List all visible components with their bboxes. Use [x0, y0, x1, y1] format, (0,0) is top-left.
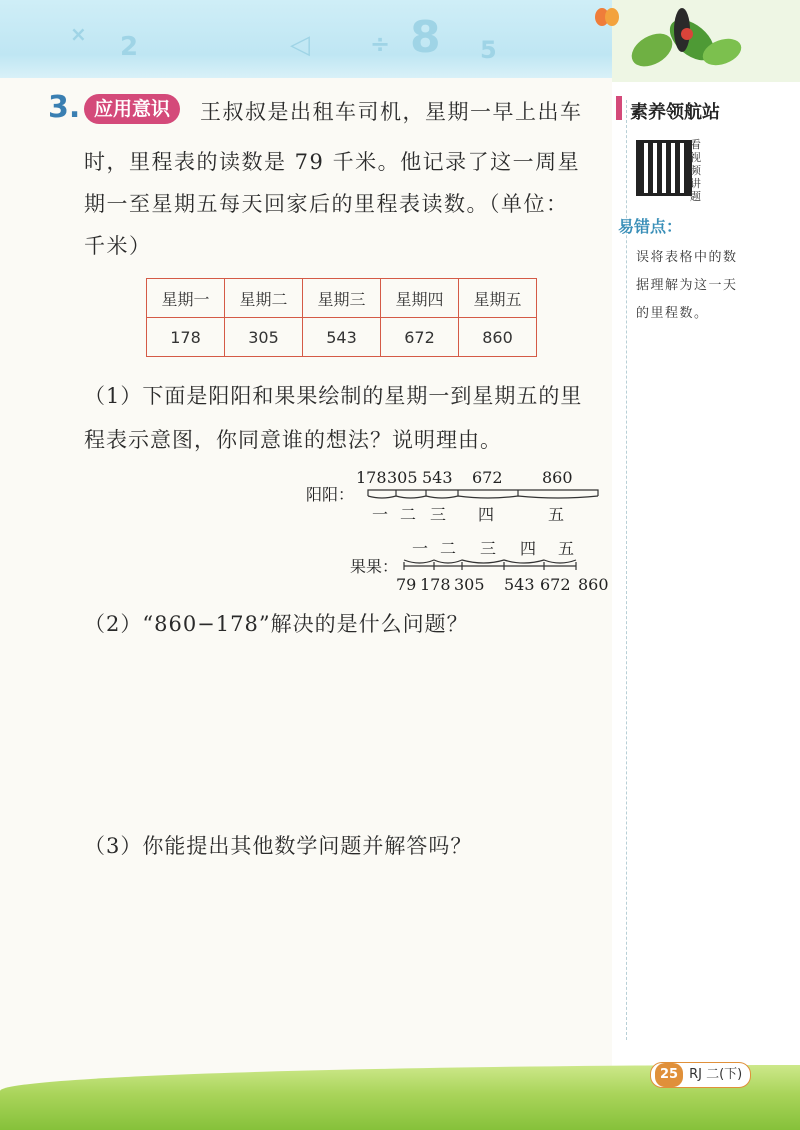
- sidebar-title: 素养领航站: [630, 102, 720, 123]
- table-header-cell: 星期四: [381, 279, 459, 318]
- guoguo-bottom-label: 79: [396, 575, 417, 594]
- table-header-cell: 星期一: [147, 279, 225, 318]
- problem-text-line-4: 千米）: [84, 234, 152, 258]
- yangyang-top-label: 178: [356, 468, 387, 487]
- page-footer-badge: [650, 1062, 751, 1088]
- page-number: 25: [655, 1063, 683, 1087]
- yangyang-name: 阳阳：: [306, 485, 355, 504]
- guoguo-bottom-label: 543: [504, 575, 535, 594]
- side-title-bar: [616, 96, 622, 120]
- yangyang-top-label: 672: [472, 468, 503, 487]
- yangyang-top-label: 860: [542, 468, 573, 487]
- guoguo-day-label: 四: [520, 539, 537, 558]
- guoguo-bottom-label: 672: [540, 575, 571, 594]
- table-header-cell: 星期三: [303, 279, 381, 318]
- yangyang-brace: [368, 496, 598, 498]
- decor-digit-icon: 2: [120, 32, 139, 62]
- decor-divide-icon: ÷: [370, 30, 391, 58]
- qr-code-icon[interactable]: [636, 140, 692, 196]
- table-header-cell: 星期五: [459, 279, 537, 318]
- error-point-line: 的里程数。: [636, 306, 709, 321]
- error-point-line: 据理解为这一天: [636, 278, 738, 293]
- edition-label: RJ 二(下): [689, 1067, 743, 1082]
- yangyang-day-label: 一: [372, 505, 389, 524]
- error-point-line: 误将表格中的数: [636, 250, 738, 265]
- yangyang-day-label: 五: [548, 505, 565, 524]
- table-value-cell: 305: [225, 318, 303, 357]
- problem-text-line-1: 王叔叔是出租车司机，星期一早上出车: [200, 100, 583, 124]
- qr-label: 看视频讲题: [690, 138, 701, 203]
- problem-text-line-3: 期一至星期五每天回家后的里程表读数。（单位：: [84, 192, 569, 216]
- guoguo-day-label: 二: [440, 539, 457, 558]
- guoguo-day-label: 三: [480, 539, 497, 558]
- yangyang-day-label: 二: [400, 505, 417, 524]
- table-header-cell: 星期二: [225, 279, 303, 318]
- skill-badge: 应用意识: [84, 94, 180, 124]
- decor-five-icon: 5: [480, 36, 497, 64]
- yangyang-segment-bar: [368, 490, 598, 496]
- guoguo-name: 果果：: [350, 557, 399, 576]
- question-2: （2）“860−178”解决的是什么问题？: [84, 612, 469, 636]
- guoguo-day-label: 五: [558, 539, 575, 558]
- question-1-line-2: 程表示意图，你同意谁的想法？说明理由。: [84, 428, 502, 452]
- yangyang-top-label: 543: [422, 468, 453, 487]
- table-value-cell: 672: [381, 318, 459, 357]
- decor-eight-icon: 8: [410, 12, 441, 63]
- yangyang-top-label: 305: [387, 468, 418, 487]
- guoguo-bottom-label: 305: [454, 575, 485, 594]
- problem-text-line-2: 时，里程表的读数是 79 千米。他记录了这一周星: [84, 150, 581, 174]
- table-value-cell: 178: [147, 318, 225, 357]
- problem-number: 3.: [48, 90, 81, 125]
- table-value-cell: 860: [459, 318, 537, 357]
- guoguo-brace: [404, 560, 576, 563]
- decor-plus-icon: ×: [70, 22, 87, 46]
- question-1-line-1: （1）下面是阳阳和果果绘制的星期一到星期五的里: [84, 384, 583, 408]
- guoguo-day-label: 一: [412, 539, 429, 558]
- guoguo-bottom-label: 178: [420, 575, 451, 594]
- error-point-title: 易错点：: [618, 217, 683, 236]
- decor-triangle-icon: ◁: [290, 30, 310, 60]
- yangyang-day-label: 四: [478, 505, 495, 524]
- table-value-cell: 543: [303, 318, 381, 357]
- guoguo-bottom-label: 860: [578, 575, 609, 594]
- question-3: （3）你能提出其他数学问题并解答吗？: [84, 834, 473, 858]
- yangyang-day-label: 三: [430, 505, 447, 524]
